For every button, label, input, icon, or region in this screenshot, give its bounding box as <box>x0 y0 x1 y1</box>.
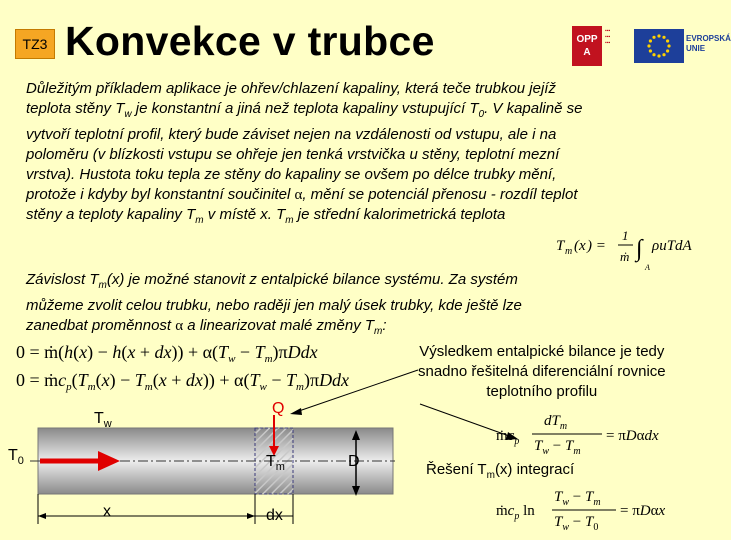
eu-label: EVROPSKÁ UNIE <box>686 34 731 53</box>
intro-paragraph: Důležitým příkladem aplikace je ohřev/chlazení kapaliny, která teče trubkou jejíž teplota stěny $T_w$ je konstantní a jiná než teplota kapaliny vstupující $T_0$. V kapalině se vytvoří teplotní profil, který bude záviset nejen na vzdálenosti od vstupu, ale i na poloměru (v blízkosti vstupu se ohřeje jen tenká vrstvička u stěny, teplotní mezní vrstva). Hustota toku tepla ze stěny do kapaliny se ovšem po délce trubky mění, protože i kdyby byl konstantní součinitel α, mění se potenciál přenosu - rozdíl teplot stěny a teploty kapaliny $T_m$ v místě x. $T_m$ je střední kalorimetrická teplota <box>26 80 583 226</box>
eu-flag-icon <box>634 29 684 63</box>
svg-text:0 = ṁcp(Tm(x) − Tm(x + dx)) +: $0 = ṁc_p(T_m(x) - T_m(x + dx)) + \alpha(T_w - T_m)\pi Ddx$ <box>16 370 350 393</box>
solution-label: Řešení $T_m(x)$ integrací <box>426 461 575 481</box>
svg-text:∫: ∫ <box>636 236 643 262</box>
svg-text:ṁ: ṁ <box>620 249 630 264</box>
svg-text:1: 1 <box>622 228 629 243</box>
svg-text:T: T <box>556 238 565 254</box>
label-tw: $T_w$ <box>94 410 112 430</box>
slide-title: Konvekce v trubce <box>65 18 435 64</box>
label-tm: $T_m$ <box>266 453 285 473</box>
svg-text:0 = ṁ(h(x) − h(x + dx)) + α(Tw: 0 = ṁ(h(x) − $h(x + dx)) + \alpha(T_w - T_m)\pi Ddx$ <box>16 342 318 365</box>
label-d: D <box>348 453 360 470</box>
label-q: Q <box>272 400 285 417</box>
solution-equation <box>496 488 706 539</box>
slide-badge: TZ3 <box>15 29 55 59</box>
svg-text:(: ( <box>574 238 579 254</box>
pointer-arrow-diagram <box>296 370 418 412</box>
label-x: x <box>103 503 111 520</box>
oppa-logo: OPP A <box>572 26 602 66</box>
svg-text:Tw − T0: $T_w - T_0$ <box>554 514 599 533</box>
svg-text:ρuTdA: ρuTdA <box>652 238 692 254</box>
svg-text:A: A <box>645 263 650 272</box>
svg-text:= πDαx: = πDαx <box>620 503 666 519</box>
svg-text:dTm: $dT_m$ <box>544 413 568 432</box>
svg-text:Tw − Tm: $T_w - T_m$ <box>554 489 601 508</box>
result-paragraph: Výsledkem entalpické bilance je tedy snadno řešitelná diferenciální rovnice teplotního profilu <box>418 343 666 400</box>
svg-text:Tw − Tm: $T_w - T_m$ <box>534 438 581 457</box>
label-dx: dx <box>266 507 283 524</box>
balance-paragraph: Závislost $T_m(x)$ je možné stanovit z entalpické bilance systému. Za systém můžeme zvolit celou trubku, nebo raději jen malý úsek trubky, kde ještě lze zanedbat proměnnost α a linearizovat malé změny $T_m$: <box>26 271 522 337</box>
label-t0: $T_0$ <box>8 447 24 467</box>
ode-equation <box>496 412 696 461</box>
svg-text:) =: ) = <box>587 238 606 254</box>
prague-logo-text: ▪▪▪ ▪▪▪ ▪▪▪ <box>605 28 611 46</box>
svg-text:ṁcp ln: ṁc$_p$ ln <box>496 503 535 522</box>
svg-text:= πDαdx: = πDαdx <box>606 428 659 444</box>
tm-definition-equation <box>556 226 706 272</box>
svg-text:ṁcp: ṁc$_p$ <box>496 428 520 447</box>
svg-text:x: x <box>579 238 586 254</box>
logos <box>572 26 731 66</box>
svg-text:m: m <box>565 246 573 257</box>
